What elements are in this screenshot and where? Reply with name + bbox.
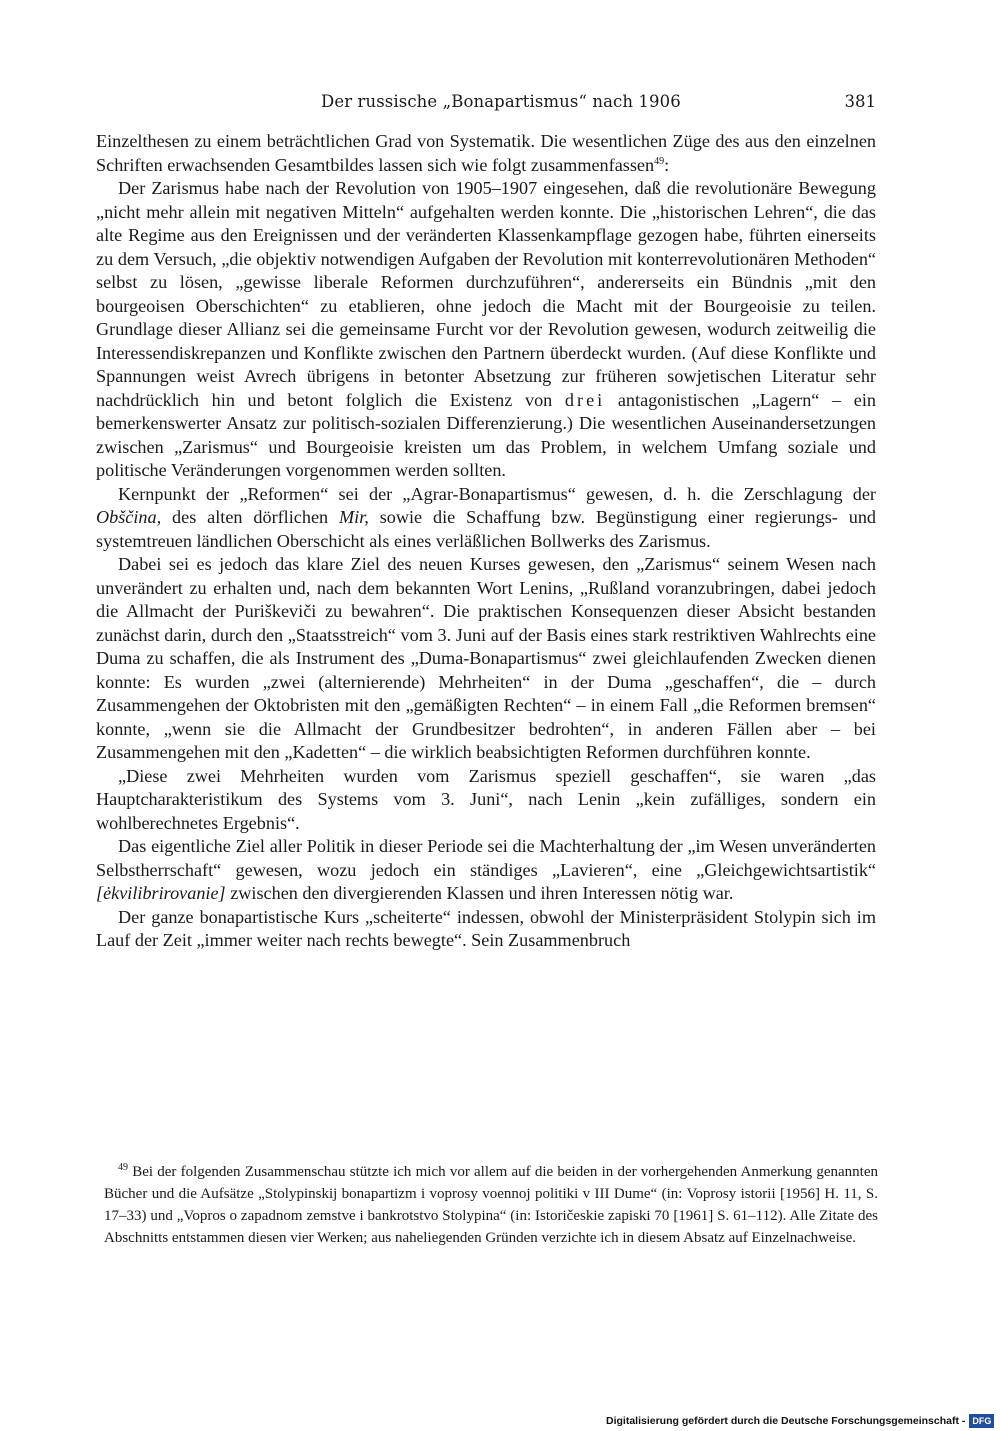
paragraph-3 bbox=[96, 483, 876, 554]
paragraph-4: Dabei sei es jedoch das klare Ziel des neuen Kurses gewesen, den „Zarismus“ seinem Wesen nach unverändert zu erhalten und, nach dem bekannten Wort Lenins, „Rußland voranzubringen, dabei jedoch die Allmacht der Puriškeviči zu bewahren“. Die praktischen Konsequenzen dieser Absicht bestanden zunächst darin, durch den „Staatsstreich“ vom 3. Juni auf der Basis eines stark restriktiven Wahlrechts eine Duma zu schaffen, die als Instrument des „Duma-Bonapartismus“ zwei gleichlaufenden Zwecken dienen konnte: Es wurden „zwei (alternierende) Mehrheiten“ in der Duma „geschaffen“, die – durch Zusammengehen der Oktobristen mit den „gemäßigten Rechten“ – in einem Fall „die Reformen bremsen“ konnte, „wenn sie die Allmacht der Grundbesitzer bedrohten“, in anderen Fällen aber – bei Zusammengehen mit den „Kadetten“ – die wirklich beabsichtigten Reformen durchführen konnte. bbox=[96, 554, 876, 762]
body-text bbox=[96, 130, 876, 953]
emphasis-spaced: drei bbox=[564, 389, 606, 410]
paragraph-5: „Diese zwei Mehrheiten wurden vom Zarismus speziell geschaffen“, sie waren „das Hauptcharakteristikum des Systems vom 3. Juni“, nach Lenin „kein zufälliges, sondern ein wohlberechnetes Ergebnis“. bbox=[96, 765, 876, 833]
footnote-49 bbox=[104, 1161, 878, 1249]
paragraph-6-text-b: zwischen den divergierenden Klassen und ihren Interessen nötig war. bbox=[230, 883, 734, 903]
dfg-logo-icon: DFG bbox=[969, 1414, 994, 1428]
paragraph-2-text-b: antagonistischen „Lagern“ – ein bemerkenswerter Ansatz zur politisch-sozialen Differenzierung.) Die wesentlichen Auseinandersetzungen zwischen „Zarismus“ und Bourgeoisie kreisten um das Problem, in welchem Umfang soziale und politische Veränderungen vorgenommen werden sollten. bbox=[96, 389, 876, 480]
paragraph-7: Der ganze bonapartistische Kurs „scheiterte“ indessen, obwohl der Ministerpräsident Stolypin sich im Lauf der Zeit „immer weiter nach rechts bewegte“. Sein Zusammenbruch bbox=[96, 906, 876, 950]
paragraph-3-text-c: sowie die Schaffung bzw. Begünstigung einer regierungs- und systemtreuen ländlichen Oberschicht als eines verläßlichen Bollwerks des Zarismus. bbox=[96, 507, 877, 551]
paragraph-6-text-a: Das eigentliche Ziel aller Politik in dieser Periode sei die Machterhaltung der „im Wesen unveränderten Selbstherrschaft“ gewesen, wozu jedoch ein ständiges „Lavieren“, eine „Gleichgewichtsartistik“ bbox=[96, 836, 876, 880]
running-title: Der russische „Bonapartismus“ nach 1906 bbox=[321, 92, 681, 111]
footnote-text: Bei der folgenden Zusammenschau stützte ich mich vor allem auf die beiden in der vorhergehenden Anmerkung genannten Bücher und die Aufsätze „Stolypinskij bonapartizm i voprosy voennoj politiki v III Dume“ (in: Voprosy istorii [1956] H. 11, S. 17–33) und „Vopros o zapadnom zemstve i bankrotstvo Stolypina“ (in: Istoričeskie zapiski 70 [1961] S. 61–112). Alle Zitate des Abschnitts entstammen diesen vier Werken; aus naheliegenden Gründen verzichte ich in diesem Absatz auf Einzelnachweise. bbox=[104, 1164, 878, 1246]
page-number: 381 bbox=[844, 92, 876, 111]
paragraph-1-text: Einzelthesen zu einem beträchtlichen Grad von Systematik. Die wesentlichen Züge des aus den einzelnen Schriften erwachsenden Gesamtbildes lassen sich wie folgt zusammenfassen bbox=[96, 131, 876, 175]
term-obscina: Obščina, bbox=[96, 507, 162, 527]
footnote-reference[interactable]: 49 bbox=[654, 155, 665, 167]
paragraph-2-text-a: Der Zarismus habe nach der Revolution von 1905–1907 eingesehen, daß die revolutionäre Bewegung „nicht mehr allein mit negativen Mitteln“ aufgehalten werden konnte. Die „historischen Lehren“, die das alte Regime aus den Ereignissen und der veränderten Klassenkampflage gezogen habe, führten einerseits zu dem Versuch, „die objektiv notwendigen Aufgaben der Revolution mit konterrevolutionären Methoden“ selbst zu lösen, „gewisse liberale Reformen durchzuführen“, andererseits ein Bündnis „mit den bourgeoisen Oberschichten“ zu etablieren, ohne jedoch die Macht mit der Bourgeoisie zu teilen. Grundlage dieser Allianz sei die gemeinsame Furcht vor der Revolution gewesen, wodurch zeitweilig die Interessendiskrepanzen und Konflikte zwischen den Partnern überdeckt wurden. (Auf diese Konflikte und Spannungen weist Avrech übrigens in betonter Absetzung zur früheren sowjetischen Literatur sehr nachdrücklich hin und betont folglich die Existenz von bbox=[96, 178, 876, 410]
paragraph-1-end: : bbox=[664, 154, 670, 175]
footnote-number: 49 bbox=[118, 1162, 128, 1173]
paragraph-3-text-a: Kernpunkt der „Reformen“ sei der „Agrar-Bonapartismus“ gewesen, d. h. die Zerschlagung der bbox=[118, 483, 876, 504]
term-ekvilibrirovanie: [ėkvilibrirovanie] bbox=[96, 883, 226, 903]
paragraph-1 bbox=[96, 130, 876, 177]
page-header bbox=[96, 92, 876, 120]
term-mir: Mir, bbox=[339, 507, 369, 527]
footer-credit: Digitalisierung gefördert durch die Deutsche Forschungsgemeinschaft - bbox=[606, 1415, 966, 1427]
paragraph-6 bbox=[96, 835, 876, 906]
paragraph-2 bbox=[96, 177, 876, 483]
digitization-footer bbox=[606, 1413, 994, 1429]
paragraph-3-text-b: des alten dörflichen bbox=[172, 507, 329, 527]
